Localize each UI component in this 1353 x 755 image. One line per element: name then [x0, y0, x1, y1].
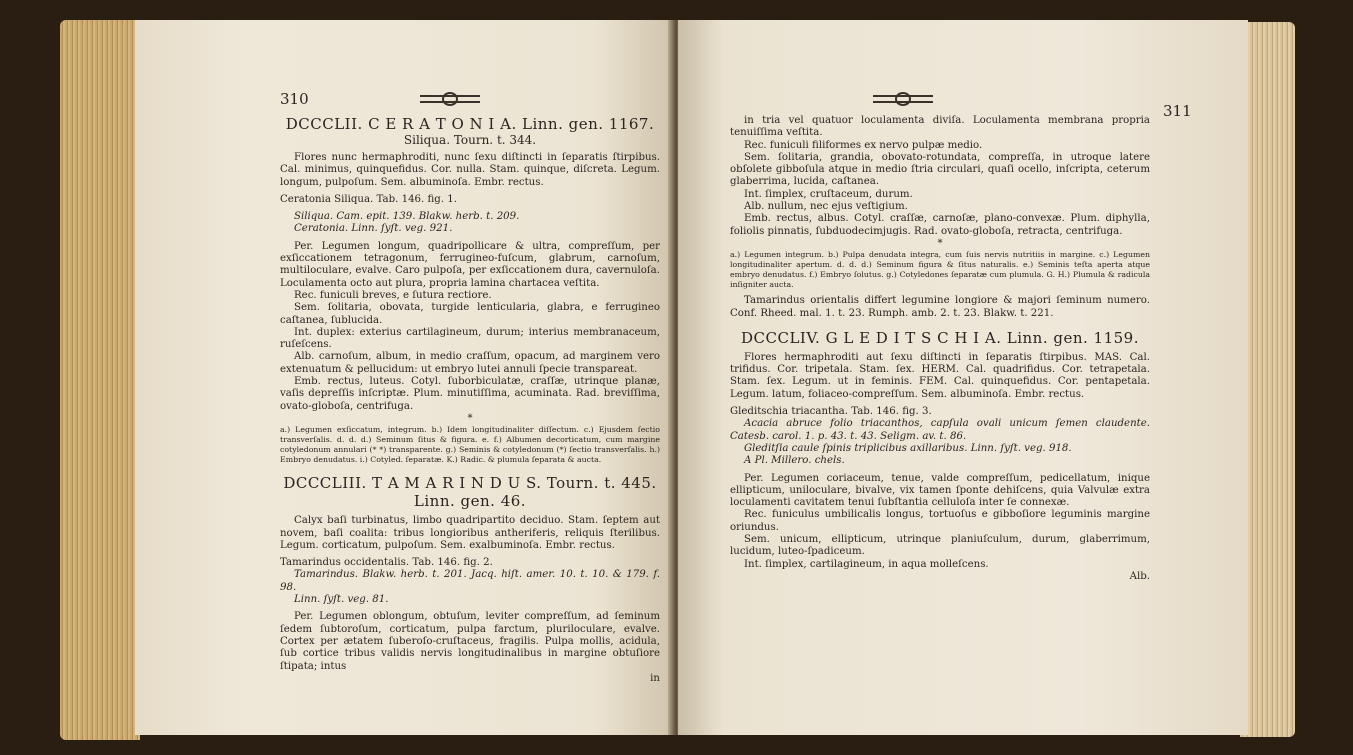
integument-description: Int. ſimplex, cruſtaceum, durum. — [744, 188, 913, 200]
receptacle-description: Rec. funiculus umbilicalis longus, tortuoſus e gibboſiore leguminis margine oriundus. — [730, 509, 1150, 533]
section-heading-ceratonia: DCCCLII. C E R A T O N I A. Linn. gen. 1167. — [285, 115, 655, 133]
pericarp-description: Per. Legumen oblongum, obtuſum, leviter compreſſum, ad ſeminum ſedem ſubtoroſum, corticatum, pulpa farctum, pluriloculare, evalve. Cortex per ætatem ſuberoſo-cruſtaceus, fragilis. Pulpa mollis, acidula, ſub cortice tribus validis nervis longitudinalibus in margine obtuſiore ſtipata; intus — [280, 611, 660, 672]
integument-description: Int. duplex: exterius cartilagineum, durum; interius membranaceum, ruſeſcens. — [280, 326, 660, 351]
page-number-right: 311 — [1163, 102, 1192, 120]
embryo-description: Emb. rectus, luteus. Cotyl. ſuborbiculatæ, craſſæ, utrinque planæ, vaſis depreſſis inſcriptæ. Plum. minutiſſima, acuminata. Rad. breviſſima, ovato-globoſa, centrifuga. — [280, 376, 660, 412]
synonym-line: A Pl. Millero. chels. — [744, 455, 845, 467]
section-heading-tamarindus: DCCCLIII. T A M A R I N D U S. Tourn. t. 445. Linn. gen. 46. — [283, 474, 657, 511]
albumen-description: Alb. carnoſum, album, in medio craſſum, opacum, ad marginem vero extenuatum & pellucidum: ut embryo lutei annuli ſpecie transpareat. — [280, 351, 660, 375]
right-page-edges — [1240, 22, 1295, 737]
header-ornament-left — [420, 92, 480, 106]
species-name: Ceratonia Siliqua. Tab. 146. fig. 1. — [280, 193, 458, 205]
header-ornament-right — [873, 92, 933, 106]
species-name: Gleditschia triacantha. Tab. 146. fig. 3. — [730, 406, 932, 418]
synonym-line: Linn. ſyſt. veg. 81. — [294, 594, 389, 606]
receptacle-description: Rec. funiculi filiformes ex nervo pulpæ medio. — [744, 139, 983, 151]
species-remark: Tamarindus orientalis differt legumine longiore & majori ſeminum numero. Conf. Rheed. mal. 1. t. 23. Rumph. amb. 2. t. 23. Blakw. t. 221. — [730, 295, 1150, 319]
embryo-description: Emb. rectus, albus. Cotyl. craſſæ, carnoſæ, plano-convexæ. Plum. diphylla, foliolis pinnatis, ſubduodecimjugis. Rad. ovato-globoſa, retracta, centrifuga. — [730, 213, 1150, 237]
species-name: Tamarindus occidentalis. Tab. 146. fig. 2. — [280, 557, 493, 569]
catchword: in — [650, 672, 660, 684]
right-page — [678, 20, 1248, 735]
left-page — [135, 20, 675, 735]
left-page-edges — [60, 20, 140, 740]
synonym-line: Ceratonia. Linn. ſyſt. veg. 921. — [294, 223, 453, 235]
note-asterisk: * — [937, 237, 943, 249]
section-subheading-siliqua: Siliqua. Tourn. t. 344. — [403, 133, 537, 147]
genus-description: Calyx baſi turbinatus, limbo quadripartito deciduo. Stam. ſeptem aut novem, baſi coalita: tribus longioribus antheriferis, reliquis ſterilibus. Legum. corticatum, pulpoſum. Sem. exalbuminoſa. Embr. rectus. — [280, 515, 660, 551]
figure-note: a.) Legumen integrum. b.) Pulpa denudata integra, cum ſuis nervis nutritiis in margine. c.) Legumen longitudinaliter apertum. d. d. d.) Seminum figura & ſitus naturalis. e.) Seminis teſta aperta atque embryo denudatus. f.) Embryo ſolutus. g.) Cotyledones ſeparatæ cum plumula. G. H.) Plumula & radicula inſigniter aucta. — [730, 250, 1150, 290]
note-asterisk: * — [467, 412, 473, 424]
receptacle-description: Rec. funiculi breves, e ſutura rectiore. — [294, 289, 492, 301]
pericarp-description: Per. Legumen coriaceum, tenue, valde compreſſum, pedicellatum, inique ellipticum, uniloculare, bivalve, vix tamen ſponte dehiſcens, quia Valvulæ extra loculamenti cavitatem tenui ſubſtantia celluloſa inter ſe connexæ. — [730, 472, 1150, 509]
seed-description: Sem. ſolitaria, grandia, obovato-rotundata, compreſſa, in utroque latere obſolete gibboſula atque in medio ſtria circulari, quaſi ocello, inſcripta, ceterum glaberrima, lucida, caſtanea. — [730, 151, 1150, 188]
integument-description: Int. ſimplex, cartilagineum, in aqua molleſcens. — [744, 558, 989, 570]
right-text-column — [730, 115, 1150, 583]
left-text-column — [280, 115, 660, 685]
synonym-line: Tamarindus. Blakw. herb. t. 201. Jacq. hiſt. amer. 10. t. 10. & 179. f. 98. — [280, 569, 660, 593]
seed-description: Sem. ſolitaria, obovata, turgide lenticularia, glabra, e ferrugineo caſtanea, ſublucida. — [280, 302, 660, 326]
pericarp-description: Per. Legumen longum, quadripollicare & ultra, compreſſum, per exſiccationem tetragonum, ferrugineo-fuſcum, glabrum, carnoſum, multiloculare, evalve. Caro pulpoſa, per exſiccationem dura, cavernuloſa. Loculamenta octo aut plura, propria lamina chartacea veſtita. — [280, 240, 660, 289]
catchword: Alb. — [1129, 570, 1150, 582]
synonym-line: Siliqua. Cam. epit. 139. Blakw. herb. t. 209. — [294, 211, 520, 223]
albumen-description: Alb. nullum, nec ejus veſtigium. — [744, 201, 908, 213]
continued-text: in tria vel quatuor loculamenta diviſa. Loculamenta membrana propria tenuiſſima veſtita. — [730, 115, 1150, 139]
seed-description: Sem. unicum, ellipticum, utrinque planiuſculum, durum, glaberrimum, lucidum, luteo-ſpadiceum. — [730, 534, 1150, 558]
figure-note: a.) Legumen exſiccatum, integrum. b.) Idem longitudinaliter diſſectum. c.) Ejusdem ſectio transverſalis. d. d. d.) Seminum ſitus & figura. e. f.) Albumen decorticatum, cum margine cotyledonum annulari (* *) transparente. g.) Seminis & cotyledonum (*) ſectio transverſalis. h.) Embryo denudatus. i.) Cotyled. ſeparatæ. K.) Radic. & plumula ſeparata & aucta. — [280, 425, 660, 465]
synonym-line: Acacia abruce folio triacanthos, capſula ovali unicum ſemen claudente. Catesb. carol. 1. p. 43. t. 43. Seligm. av. t. 86. — [730, 418, 1150, 442]
page-number-left: 310 — [280, 90, 309, 108]
genus-description: Flores nunc hermaphroditi, nunc ſexu diſtincti in ſeparatis ſtirpibus. Cal. minimus, quinquefidus. Cor. nulla. Stam. quinque, diſcreta. Legum. longum, pulpoſum. Sem. albuminoſa. Embr. rectus. — [280, 152, 660, 188]
synonym-line: Gleditſia caule ſpinis triplicibus axillaribus. Linn. ſyſt. veg. 918. — [744, 442, 1072, 454]
section-heading-gleditschia: DCCCLIV. G L E D I T S C H I A. Linn. gen. 1159. — [741, 328, 1139, 347]
genus-description: Flores hermaphroditi aut ſexu diſtincti in ſeparatis ſtirpibus. MAS. Cal. trifidus. Cor. tripetala. Stam. ſex. HERM. Cal. quadrifidus. Cor. tetrapetala. Stam. ſex. Legum. ut in feminis. FEM. Cal. quinquefidus. Cor. pentapetala. Legum. latum, foliaceo-compreſſum. Sem. albuminoſa. Embr. rectus. — [730, 351, 1150, 400]
